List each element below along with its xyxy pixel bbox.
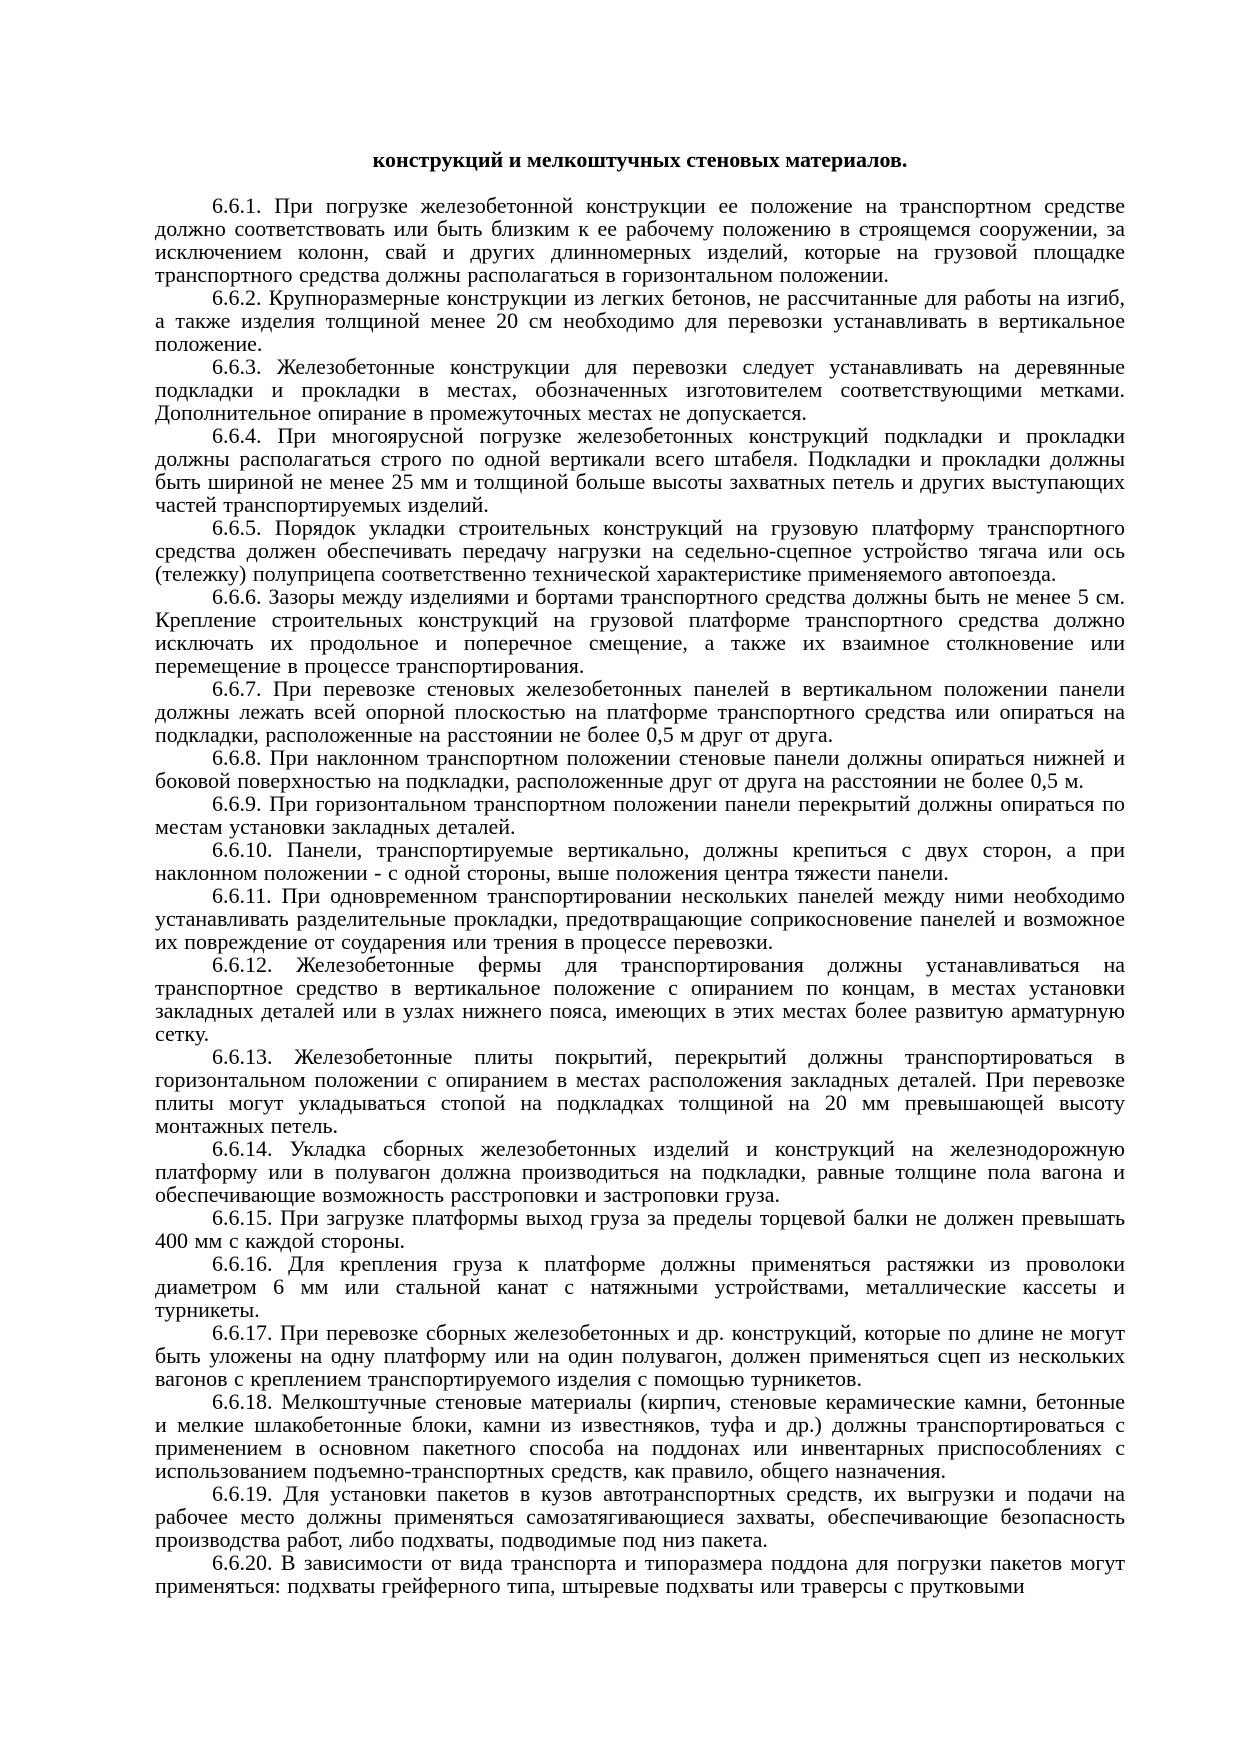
paragraph: 6.6.18. Мелкоштучные стеновые материалы (кирпич, стеновые керамические камни, бетонные и мелкие шлакобетонные блоки, камни из известняков, туфа и др.) должны транспортироваться с применением в основном пакетного способа на поддонах или инвентарных приспособлениях с использованием подъемно-транспортных средств, как правило, общего назначения. [155,1389,1125,1483]
paragraph: 6.6.12. Железобетонные фермы для транспортирования должны устанавливаться на транспортное средство в вертикальное положение с опиранием по концам, в местах установки закладных деталей или в узлах нижнего пояса, имеющих в этих местах более развитую арматурную сетку. [155,952,1125,1046]
paragraph: 6.6.4. При многоярусной погрузке железобетонных конструкций подкладки и прокладки должны располагаться строго по одной вертикали всего штабеля. Подкладки и прокладки должны быть шириной не менее 25 мм и толщиной больше высоты захватных петель и других выступающих частей транспортируемых изделий. [155,423,1125,517]
paragraph: 6.6.20. В зависимости от вида транспорта и типоразмера поддона для погрузки пакетов могут применяться: подхваты грейферного типа, штыревые подхваты или траверсы с прутковыми [155,1550,1125,1598]
paragraph: 6.6.2. Крупноразмерные конструкции из легких бетонов, не рассчитанные для работы на изгиб, а также изделия толщиной менее 20 см необходимо для перевозки устанавливать в вертикальное положение. [155,285,1125,356]
paragraph: 6.6.6. Зазоры между изделиями и бортами транспортного средства должны быть не менее 5 см. Крепление строительных конструкций на грузовой платформе транспортного средства должно исключать их продольное и поперечное смещение, а также их взаимное столкновение или перемещение в процессе транспортирования. [155,584,1125,678]
paragraph: 6.6.17. При перевозке сборных железобетонных и др. конструкций, которые по длине не могут быть уложены на одну платформу или на один полувагон, должен применяться сцеп из нескольких вагонов с креплением транспортируемого изделия с помощью турникетов. [155,1320,1125,1391]
paragraph: 6.6.14. Укладка сборных железобетонных изделий и конструкций на железнодорожную платформу или в полувагон должна производиться на подкладки, равные толщине пола вагона и обеспечивающие возможность расстроповки и застроповки груза. [155,1136,1125,1207]
page-title: конструкций и мелкоштучных стеновых материалов. [372,147,908,172]
paragraph: 6.6.1. При погрузке железобетонной конструкции ее положение на транспортном средстве должно соответствовать или быть близким к ее рабочему положению в строящемся сооружении, за исключением колонн, свай и других длинномерных изделий, которые на грузовой площадке транспортного средства должны располагаться в горизонтальном положении. [155,193,1125,287]
paragraph: 6.6.10. Панели, транспортируемые вертикально, должны крепиться с двух сторон, а при наклонном положении - с одной стороны, выше положения центра тяжести панели. [155,837,1125,885]
paragraph: 6.6.7. При перевозке стеновых железобетонных панелей в вертикальном положении панели должны лежать всей опорной плоскостью на платформе транспортного средства или опираться на подкладки, расположенные на расстоянии не более 0,5 м друг от друга. [155,676,1125,747]
paragraph: 6.6.8. При наклонном транспортном положении стеновые панели должны опираться нижней и боковой поверхностью на подкладки, расположенные друг от друга на расстоянии не более 0,5 м. [155,745,1125,793]
document-body [155,194,1125,1597]
paragraph: 6.6.11. При одновременном транспортировании нескольких панелей между ними необходимо устанавливать разделительные прокладки, предотвращающие соприкосновение панелей и возможное их повреждение от соударения или трения в процессе перевозки. [155,883,1125,954]
paragraph: 6.6.19. Для установки пакетов в кузов автотранспортных средств, их выгрузки и подачи на рабочее место должны применяться самозатягивающиеся захваты, обеспечивающие безопасность производства работ, либо подхваты, подводимые под низ пакета. [155,1481,1125,1552]
paragraph: 6.6.9. При горизонтальном транспортном положении панели перекрытий должны опираться по местам установки закладных деталей. [155,791,1125,839]
paragraph: 6.6.16. Для крепления груза к платформе должны применяться растяжки из проволоки диаметром 6 мм или стальной канат с натяжными устройствами, металлические кассеты и турникеты. [155,1251,1125,1322]
paragraph: 6.6.13. Железобетонные плиты покрытий, перекрытий должны транспортироваться в горизонтальном положении с опиранием в местах расположения закладных деталей. При перевозке плиты могут укладываться стопой на подкладках толщиной на 20 мм превышающей высоту монтажных петель. [155,1044,1125,1138]
paragraph: 6.6.15. При загрузке платформы выход груза за пределы торцевой балки не должен превышать 400 мм с каждой стороны. [155,1205,1125,1253]
paragraph: 6.6.5. Порядок укладки строительных конструкций на грузовую платформу транспортного средства должен обеспечивать передачу нагрузки на седельно-сцепное устройство тягача или ось (тележку) полуприцепа соответственно технической характеристике применяемого автопоезда. [155,515,1125,586]
paragraph: 6.6.3. Железобетонные конструкции для перевозки следует устанавливать на деревянные подкладки и прокладки в местах, обозначенных изготовителем соответствующими метками. Дополнительное опирание в промежуточных местах не допускается. [155,354,1125,425]
